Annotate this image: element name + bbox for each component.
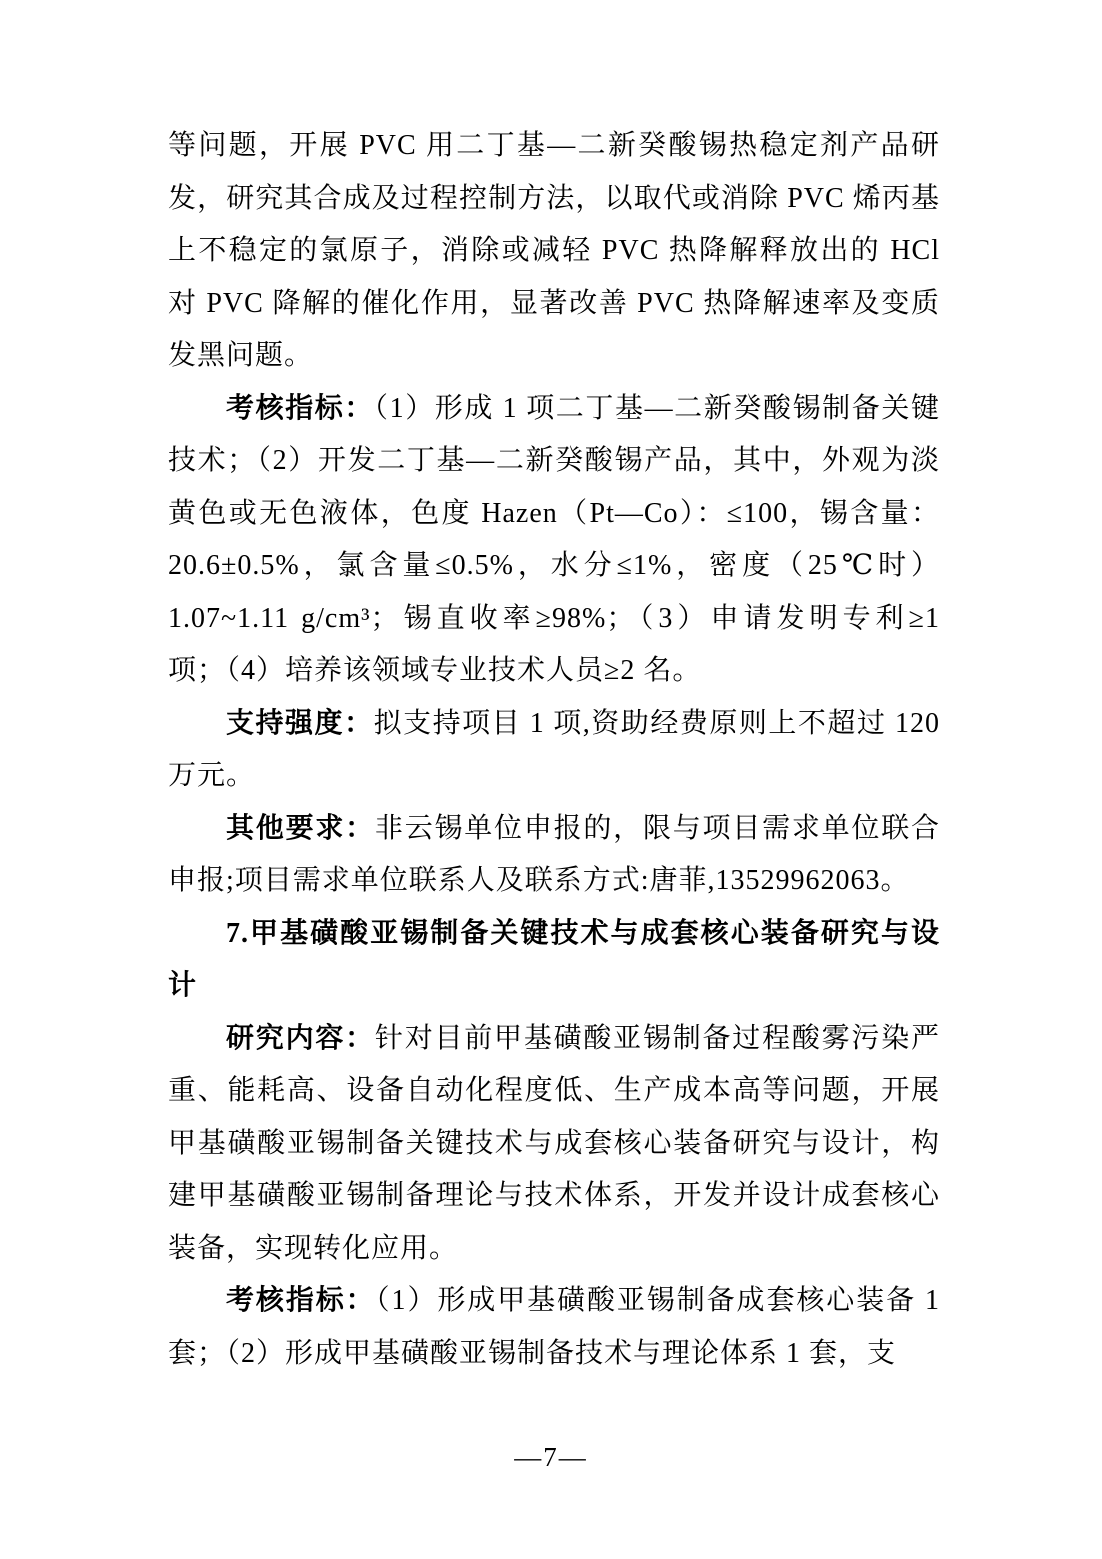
paragraph-label: 其他要求： bbox=[226, 812, 375, 844]
paragraph-text: 非云锡单位申报的，限与项目需求单位联合申报;项目需求单位联系人及联系方式:唐菲,13529962063。 bbox=[168, 812, 940, 896]
para-research-content-project7 bbox=[168, 1013, 940, 1276]
paragraph-text: 拟支持项目 1 项,资助经费原则上不超过 120 万元。 bbox=[168, 707, 940, 791]
document-body bbox=[168, 120, 940, 1380]
paragraph-label: 考核指标： bbox=[226, 1285, 376, 1316]
page-number: —7— bbox=[514, 1442, 588, 1472]
paragraph-text: 等问题，开展 PVC 用二丁基—二新癸酸锡热稳定剂产品研发，研究其合成及过程控制方法，以取代或消除 PVC 烯丙基上不稳定的氯原子，消除或减轻 PVC 热降解释放出的 HCl 对 PVC 降解的催化作用，显著改善 PVC 热降解速率及变质发黑问题。 bbox=[168, 130, 940, 371]
paragraph-label: 研究内容： bbox=[226, 1022, 375, 1054]
section-heading-project7 bbox=[168, 908, 940, 1013]
para-research-content-continuation bbox=[168, 120, 940, 383]
para-support-strength-project6 bbox=[168, 698, 940, 803]
paragraph-label: 考核指标： bbox=[226, 392, 374, 424]
paragraph-text: （1）形成甲基磺酸亚锡制备成套核心装备 1 套；（2）形成甲基磺酸亚锡制备技术与理论体系 1 套，支 bbox=[168, 1285, 940, 1369]
paragraph-label: 支持强度： bbox=[226, 707, 374, 739]
para-assessment-indicators-project6 bbox=[168, 383, 940, 698]
section-heading-text: 7.甲基磺酸亚锡制备关键技术与成套核心装备研究与设计 bbox=[168, 917, 940, 1001]
paragraph-text: 针对目前甲基磺酸亚锡制备过程酸雾污染严重、能耗高、设备自动化程度低、生产成本高等问题，开展甲基磺酸亚锡制备关键技术与成套核心装备研究与设计，构建甲基磺酸亚锡制备理论与技术体系，开发并设计成套核心装备，实现转化应用。 bbox=[168, 1022, 940, 1264]
paragraph-text: （1）形成 1 项二丁基—二新癸酸锡制备关键技术；（2）开发二丁基—二新癸酸锡产品，其中，外观为淡黄色或无色液体，色度 Hazen（Pt—Co）：≤100，锡含量：20.6±0.5%，氯含量≤0.5%，水分≤1%，密度（25℃时）1.07~1.11 g/cm³；锡直收率≥98%；（3）申请发明专利≥1 项；（4）培养该领域专业技术人员≥2 名。 bbox=[168, 392, 940, 686]
para-assessment-indicators-project7 bbox=[168, 1275, 940, 1380]
para-other-requirements-project6 bbox=[168, 803, 940, 908]
